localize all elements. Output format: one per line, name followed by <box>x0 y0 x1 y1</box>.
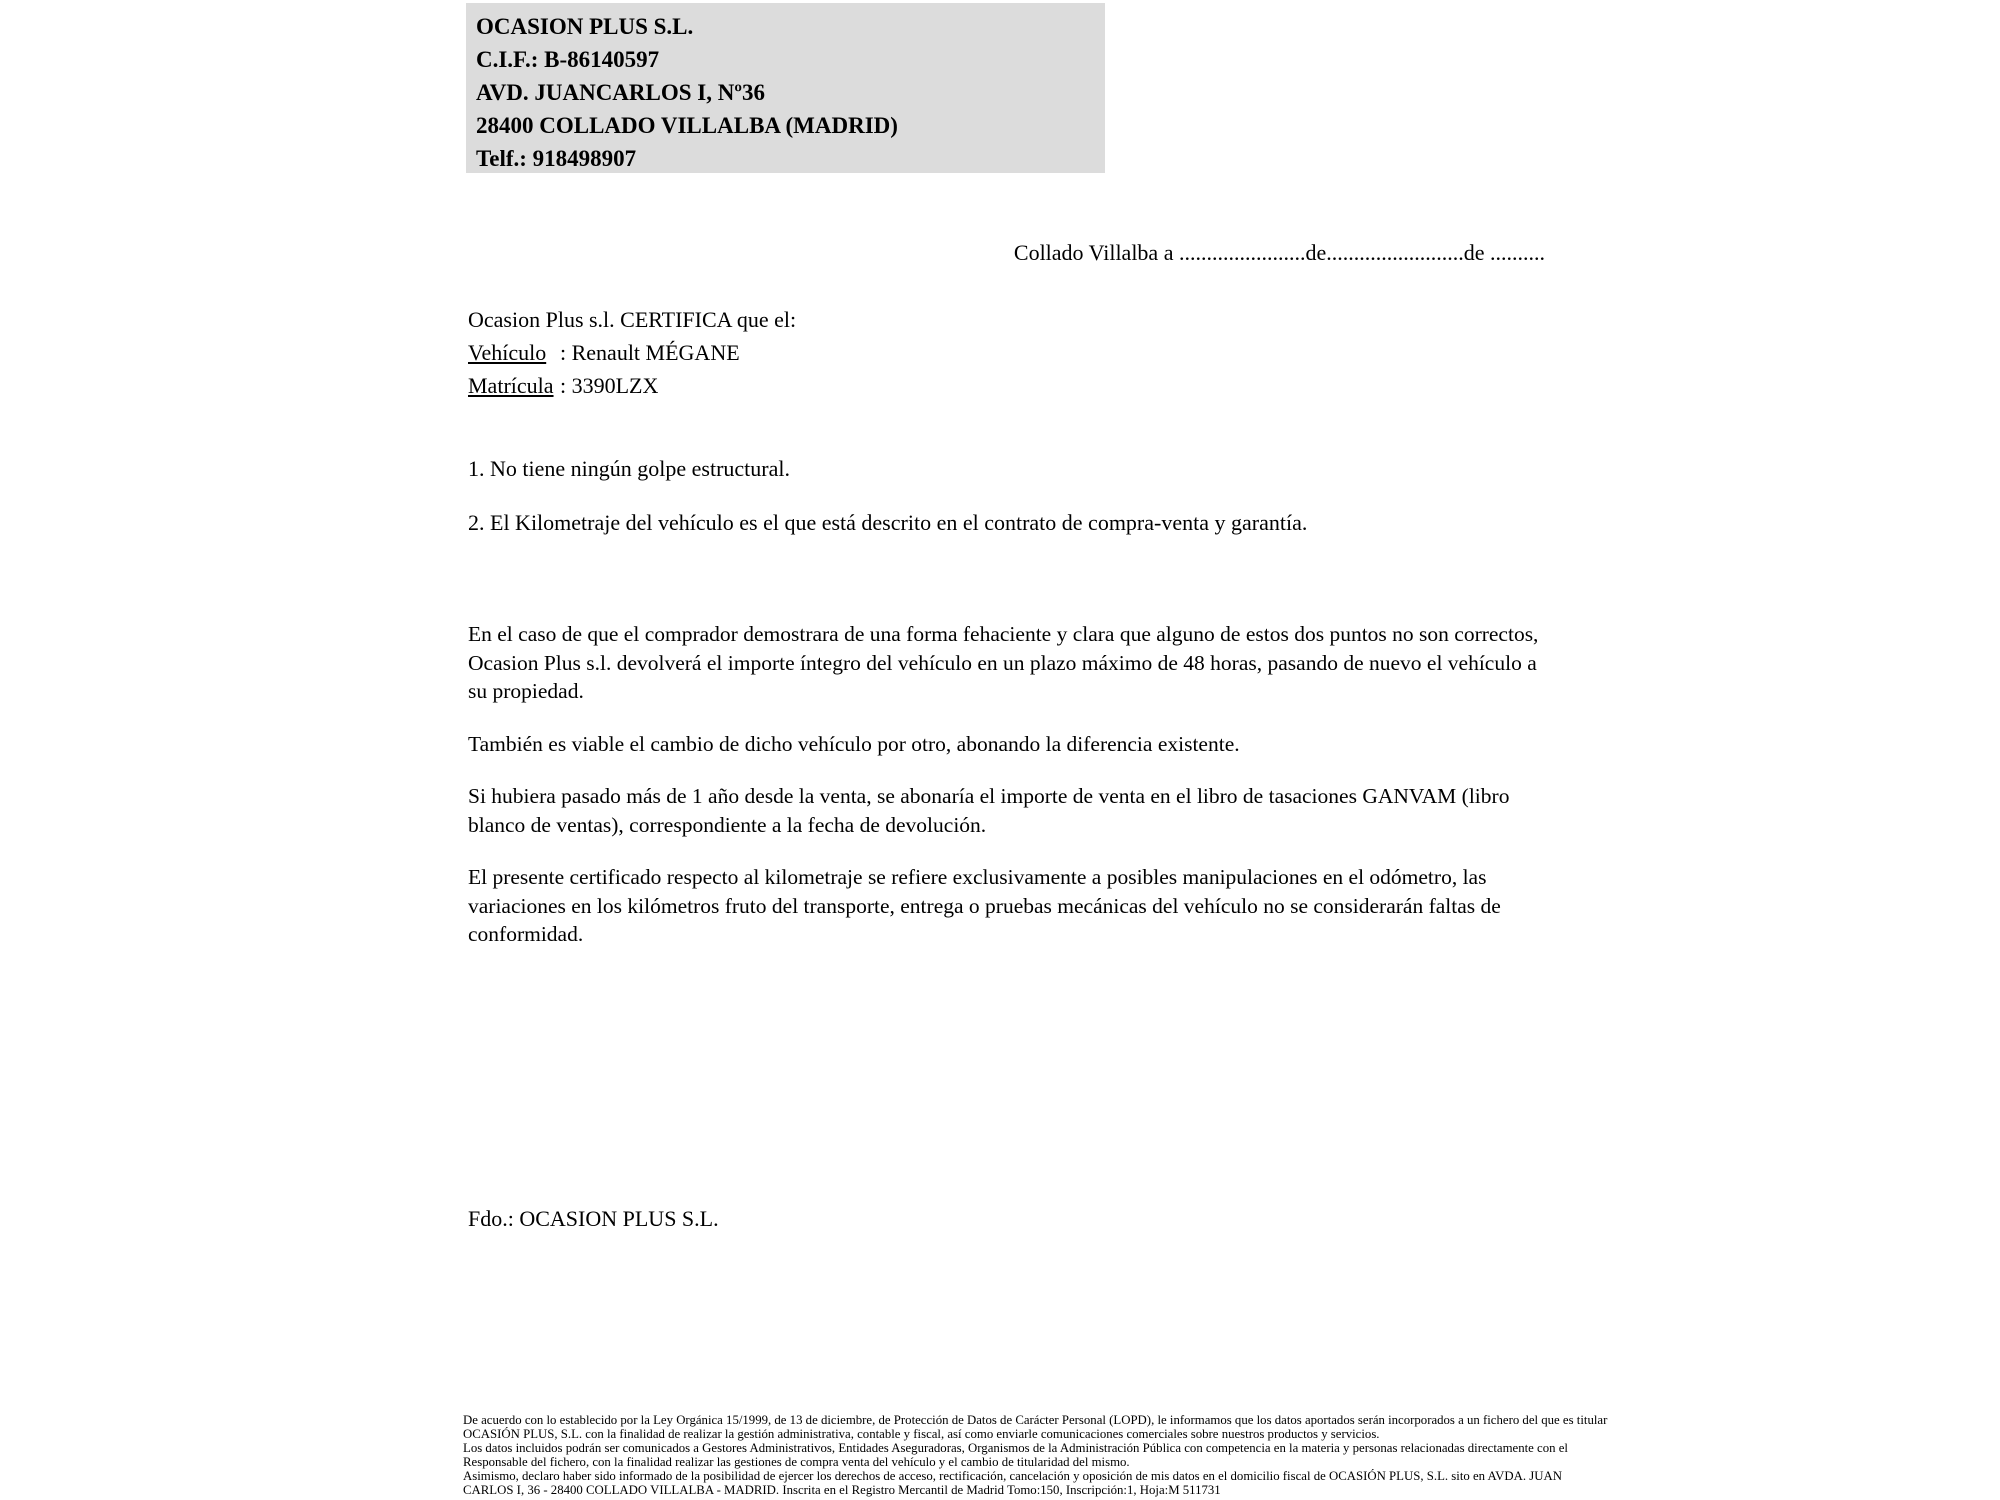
company-phone: Telf.: 918498907 <box>476 146 637 171</box>
company-letterhead <box>466 3 1105 173</box>
body-text <box>468 620 1553 949</box>
legal-footer <box>463 1413 1608 1497</box>
legal-footer-line: De acuerdo con lo establecido por la Ley Orgánica 15/1999, de 13 de diciembre, de Protección de Datos de Carácter Personal (LOPD), le informamos que los datos aportados serán incorporados a un fichero del que es titular <box>463 1413 1608 1427</box>
plate-label: Matrícula <box>468 373 554 398</box>
body-paragraph-exchange: También es viable el cambio de dicho vehículo por otro, abonando la diferencia existente. <box>468 731 1240 756</box>
plate-row <box>468 369 796 402</box>
company-name: OCASION PLUS S.L. <box>476 14 694 39</box>
plate-value: : 3390LZX <box>560 373 659 398</box>
legal-footer-line: Responsable del fichero, con la finalidad realizar las gestiones de compra venta del vehículo y el cambio de titularidad del mismo. <box>463 1455 1130 1469</box>
point-1: 1. No tiene ningún golpe estructural. <box>468 456 790 481</box>
legal-footer-line: Asimismo, declaro haber sido informado de la posibilidad de ejercer los derechos de acceso, rectificación, cancelación y oposición de mis datos en el domicilio fiscal de OCASIÓN PLUS, S.L. sito en AVDA. JUAN <box>463 1469 1562 1483</box>
company-address: AVD. JUANCARLOS I, Nº36 <box>476 80 765 105</box>
certification-block <box>468 303 796 402</box>
vehicle-row <box>468 336 796 369</box>
point-2: 2. El Kilometraje del vehículo es el que está descrito en el contrato de compra-venta y garantía. <box>468 510 1308 535</box>
date-line: Collado Villalba a .......................de.........................de .......... <box>1013 240 1545 265</box>
company-cif: C.I.F.: B-86140597 <box>476 47 660 72</box>
legal-footer-line: CARLOS I, 36 - 28400 COLLADO VILLALBA - MADRID. Inscrita en el Registro Mercantil de Madrid Tomo:150, Inscripción:1, Hoja:M 511731 <box>463 1483 1221 1497</box>
vehicle-label: Vehículo <box>468 340 547 365</box>
company-city: 28400 COLLADO VILLALBA (MADRID) <box>476 113 898 138</box>
legal-footer-line: Los datos incluidos podrán ser comunicados a Gestores Administrativos, Entidades Aseguradoras, Organismos de la Administración Pública con competencia en la materia y personas relacionadas directamente con el <box>463 1441 1568 1455</box>
body-paragraph-ganvam: Si hubiera pasado más de 1 año desde la venta, se abonaría el importe de venta en el libro de tasaciones GANVAM (libro blanco de ventas), correspondiente a la fecha de devolución. <box>468 784 1510 837</box>
vehicle-value: : Renault MÉGANE <box>560 340 740 365</box>
certified-points <box>468 455 1558 537</box>
signature-line: Fdo.: OCASION PLUS S.L. <box>468 1206 719 1231</box>
body-paragraph-refund: En el caso de que el comprador demostrara de una forma fehaciente y clara que alguno de estos dos puntos no son correctos, Ocasion Plus s.l. devolverá el importe íntegro del vehículo en un plazo máximo de 48 horas, pasando de nuevo el vehículo a su propiedad. <box>468 622 1539 703</box>
body-paragraph-odometer: El presente certificado respecto al kilometraje se refiere exclusivamente a posibles manipulaciones en el odómetro, las variaciones en los kilómetros fruto del transporte, entrega o pruebas mecánicas del vehículo no se considerarán faltas de conformidad. <box>468 865 1501 946</box>
certify-intro: Ocasion Plus s.l. CERTIFICA que el: <box>468 307 797 332</box>
legal-footer-line: OCASIÓN PLUS, S.L. con la finalidad de realizar la gestión administrativa, contable y fiscal, así como enviarle comunicaciones comerciales sobre nuestros productos y servicios. <box>463 1427 1380 1441</box>
